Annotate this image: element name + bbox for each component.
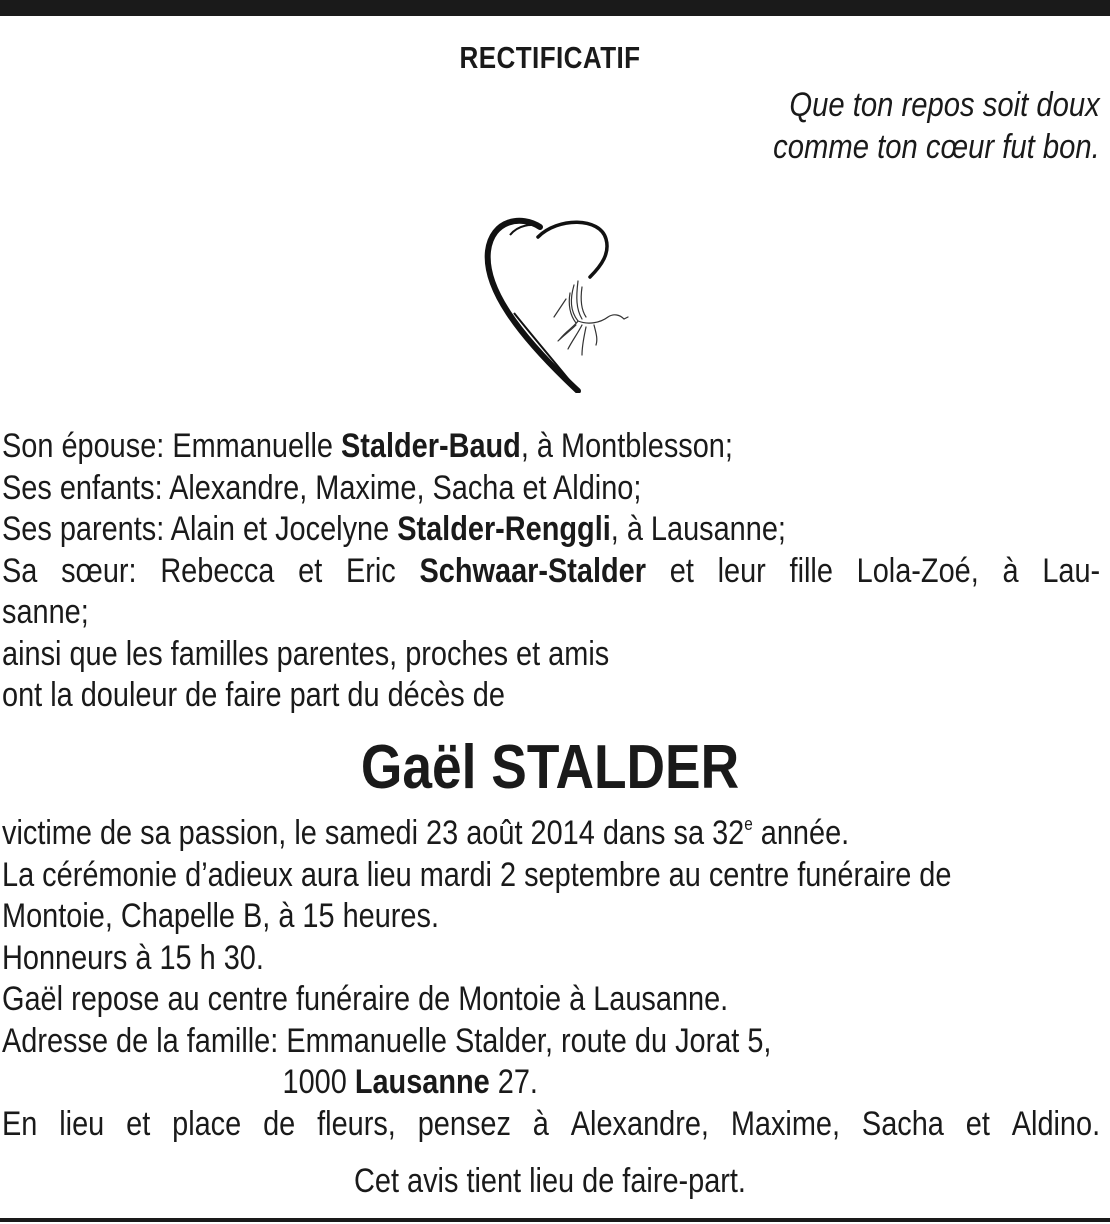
deceased-name: Gaël STALDER bbox=[360, 733, 740, 802]
word: leur bbox=[717, 551, 766, 590]
word: fleurs, bbox=[317, 1104, 396, 1143]
word: et bbox=[298, 551, 323, 590]
family-list bbox=[2, 426, 1100, 717]
spouse-suffix: , à Montblesson; bbox=[520, 427, 733, 465]
word: Maxime, bbox=[730, 1104, 841, 1143]
spouse-name: Stalder-Baud bbox=[340, 427, 521, 465]
bottom-rule bbox=[0, 1218, 1110, 1222]
spouse-line bbox=[2, 426, 935, 468]
top-rule bbox=[0, 0, 1110, 16]
address-suffix: 27. bbox=[489, 1063, 538, 1101]
sister-name: Schwaar-Stalder bbox=[419, 551, 646, 590]
address-city: Lausanne bbox=[354, 1063, 490, 1101]
word: à bbox=[532, 1104, 549, 1143]
announce-line: ont la douleur de faire part du décès de bbox=[2, 676, 505, 714]
parents-suffix: , à Lausanne; bbox=[610, 510, 786, 548]
ceremony-line-1: La cérémonie d’adieux aura lieu mardi 2 septembre au centre funéraire de bbox=[2, 855, 952, 894]
word: Sa bbox=[2, 551, 38, 590]
address-line-1: Adresse de la famille: Emmanuelle Stalder, route du Jorat 5, bbox=[2, 1021, 772, 1060]
heart-dove-icon bbox=[478, 213, 640, 393]
quote-line-1: Que ton repos soit doux bbox=[789, 86, 1100, 124]
ceremony-line-2: Montoie, Chapelle B, à 15 heures. bbox=[2, 897, 439, 935]
flowers-line bbox=[2, 1104, 1101, 1146]
word: Rebecca bbox=[160, 551, 275, 590]
details-block bbox=[2, 813, 1100, 1145]
ordinal-sup: e bbox=[744, 814, 753, 834]
word: Aldino. bbox=[1011, 1104, 1101, 1143]
repose-line: Gaël repose au centre funéraire de Montoie à Lausanne. bbox=[2, 980, 729, 1018]
honours-line: Honneurs à 15 h 30. bbox=[2, 938, 264, 977]
word: à bbox=[1002, 551, 1019, 590]
word: Sacha bbox=[861, 1104, 944, 1143]
word: sœur: bbox=[61, 551, 137, 590]
parents-line bbox=[2, 509, 935, 551]
relatives-line: ainsi que les familles parentes, proches et amis bbox=[2, 634, 610, 673]
word: Alexandre, bbox=[570, 1104, 709, 1143]
word: lieu bbox=[59, 1104, 105, 1143]
address-postcode: 1000 bbox=[282, 1063, 355, 1101]
word: et bbox=[126, 1104, 151, 1143]
children-line: Ses enfants: Alexandre, Maxime, Sacha et Aldino; bbox=[2, 468, 642, 507]
parents-name: Stalder-Renggli bbox=[397, 510, 611, 548]
notice-line: Cet avis tient lieu de faire-part. bbox=[354, 1162, 746, 1200]
sister-line bbox=[2, 551, 1101, 593]
word: Eric bbox=[345, 551, 396, 590]
spouse-prefix: Son épouse: Emmanuelle bbox=[2, 427, 341, 465]
address-line-2 bbox=[2, 1062, 935, 1104]
word: et bbox=[965, 1104, 990, 1143]
quote-line-2: comme ton cœur fut bon. bbox=[773, 128, 1100, 166]
sister-line-cont: sanne; bbox=[2, 593, 89, 631]
word: Lau- bbox=[1042, 551, 1101, 590]
word: de bbox=[263, 1104, 296, 1143]
word: fille bbox=[789, 551, 833, 590]
epitaph-quote bbox=[773, 84, 1100, 168]
death-line bbox=[2, 813, 935, 855]
death-prefix: victime de sa passion, le samedi 23 août 2014 dans sa 32 bbox=[2, 814, 745, 852]
parents-prefix: Ses parents: Alain et Jocelyne bbox=[2, 510, 398, 548]
word: pensez bbox=[417, 1104, 511, 1143]
word: Lola-Zoé, bbox=[856, 551, 979, 590]
rectificatif-heading: RECTIFICATIF bbox=[459, 40, 641, 75]
death-suffix: année. bbox=[752, 814, 850, 852]
word: En bbox=[2, 1104, 38, 1143]
word: place bbox=[172, 1104, 242, 1143]
word: et bbox=[669, 551, 694, 590]
